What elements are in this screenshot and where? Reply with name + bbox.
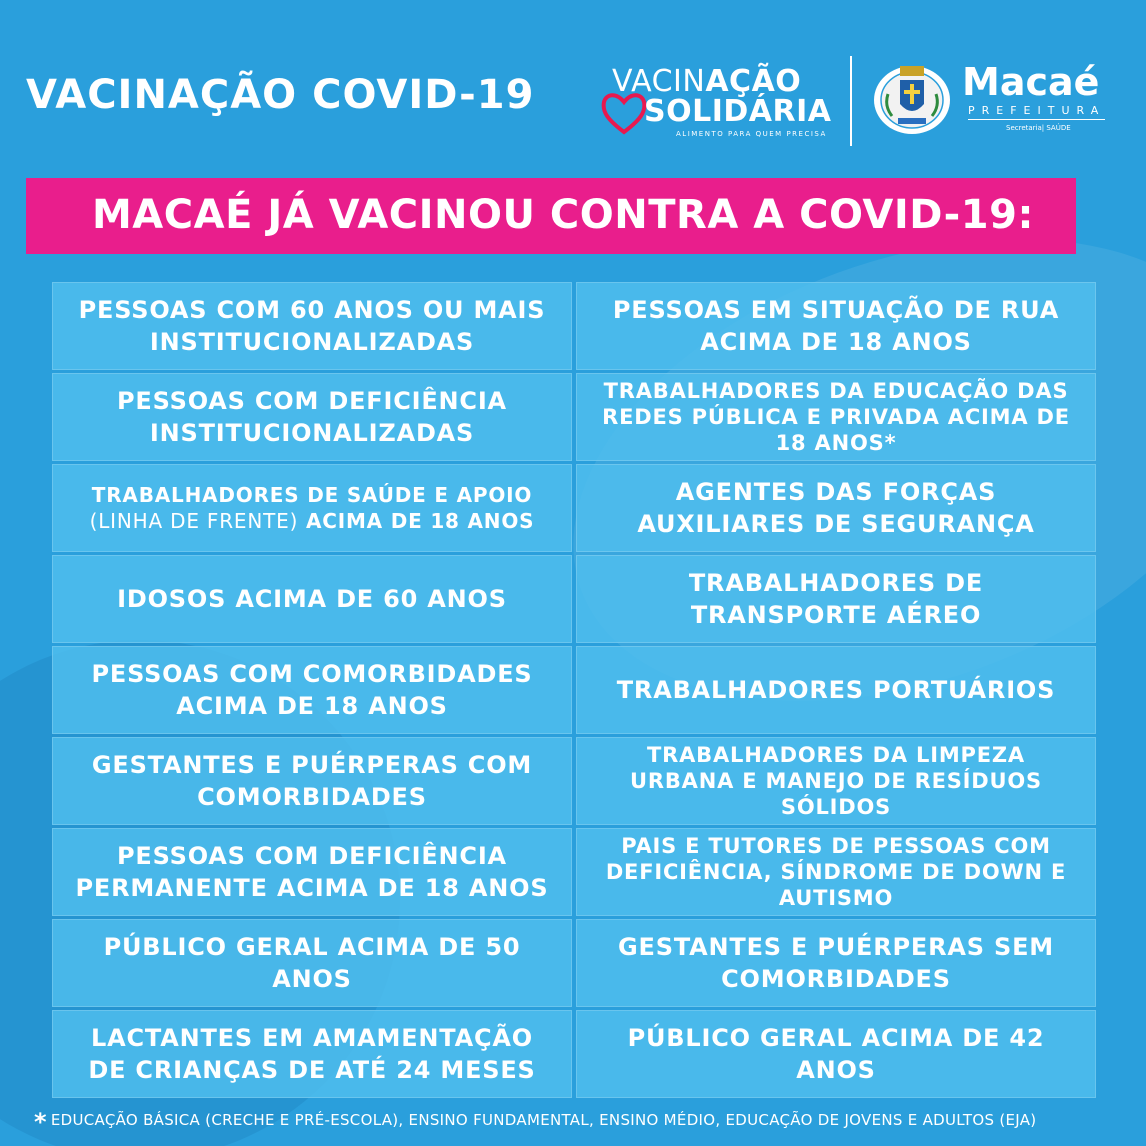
macae-logo-secretaria: Secretaria| SAÚDE <box>1006 124 1071 132</box>
headline-text: MACAÉ JÁ VACINOU CONTRA A COVID-19: <box>92 192 1034 238</box>
group-cell: TRABALHADORES DA EDUCAÇÃO DAS REDES PÚBLICA E PRIVADA ACIMA DE 18 ANOS* <box>576 373 1096 461</box>
group-cell: TRABALHADORES DE SAÚDE E APOIO (LINHA DE FRENTE) ACIMA DE 18 ANOS <box>52 464 572 552</box>
vacinacao-solidaria-logo: VACINAÇÃO SOLIDÁRIA ALIMENTO PARA QUEM PRECISA <box>598 64 830 144</box>
group-cell: PESSOAS COM 60 ANOS OU MAIS INSTITUCIONALIZADAS <box>52 282 572 370</box>
group-cell: PESSOAS COM COMORBIDADES ACIMA DE 18 ANOS <box>52 646 572 734</box>
page-title: VACINAÇÃO COVID-19 <box>26 72 535 118</box>
group-cell: TRABALHADORES PORTUÁRIOS <box>576 646 1096 734</box>
group-cell: TRABALHADORES DA LIMPEZA URBANA E MANEJO DE RESÍDUOS SÓLIDOS <box>576 737 1096 825</box>
macae-logo-name: Macaé <box>962 60 1100 104</box>
headline-banner <box>26 178 1076 254</box>
group-cell: PAIS E TUTORES DE PESSOAS COM DEFICIÊNCIA, SÍNDROME DE DOWN E AUTISMO <box>576 828 1096 916</box>
group-cell: AGENTES DAS FORÇAS AUXILIARES DE SEGURANÇA <box>576 464 1096 552</box>
macae-logo-sub: PREFEITURA <box>968 104 1105 120</box>
group-cell: PÚBLICO GERAL ACIMA DE 50 ANOS <box>52 919 572 1007</box>
group-cell: TRABALHADORES DE TRANSPORTE AÉREO <box>576 555 1096 643</box>
group-cell: PESSOAS COM DEFICIÊNCIA PERMANENTE ACIMA DE 18 ANOS <box>52 828 572 916</box>
logo-divider <box>850 56 852 146</box>
group-cell: GESTANTES E PUÉRPERAS SEM COMORBIDADES <box>576 919 1096 1007</box>
groups-grid <box>52 282 1096 1098</box>
asterisk-icon: * <box>34 1108 47 1136</box>
group-cell: PESSOAS COM DEFICIÊNCIA INSTITUCIONALIZADAS <box>52 373 572 461</box>
footnote: * EDUCAÇÃO BÁSICA (CRECHE E PRÉ-ESCOLA), ENSINO FUNDAMENTAL, ENSINO MÉDIO, EDUCAÇÃO DE JOVENS E ADULTOS (EJA) <box>34 1108 1037 1136</box>
group-cell: PESSOAS EM SITUAÇÃO DE RUA ACIMA DE 18 ANOS <box>576 282 1096 370</box>
group-cell: GESTANTES E PUÉRPERAS COM COMORBIDADES <box>52 737 572 825</box>
group-cell: LACTANTES EM AMAMENTAÇÃO DE CRIANÇAS DE ATÉ 24 MESES <box>52 1010 572 1098</box>
group-cell: IDOSOS ACIMA DE 60 ANOS <box>52 555 572 643</box>
macae-crest-icon <box>870 60 954 136</box>
group-cell: PÚBLICO GERAL ACIMA DE 42 ANOS <box>576 1010 1096 1098</box>
